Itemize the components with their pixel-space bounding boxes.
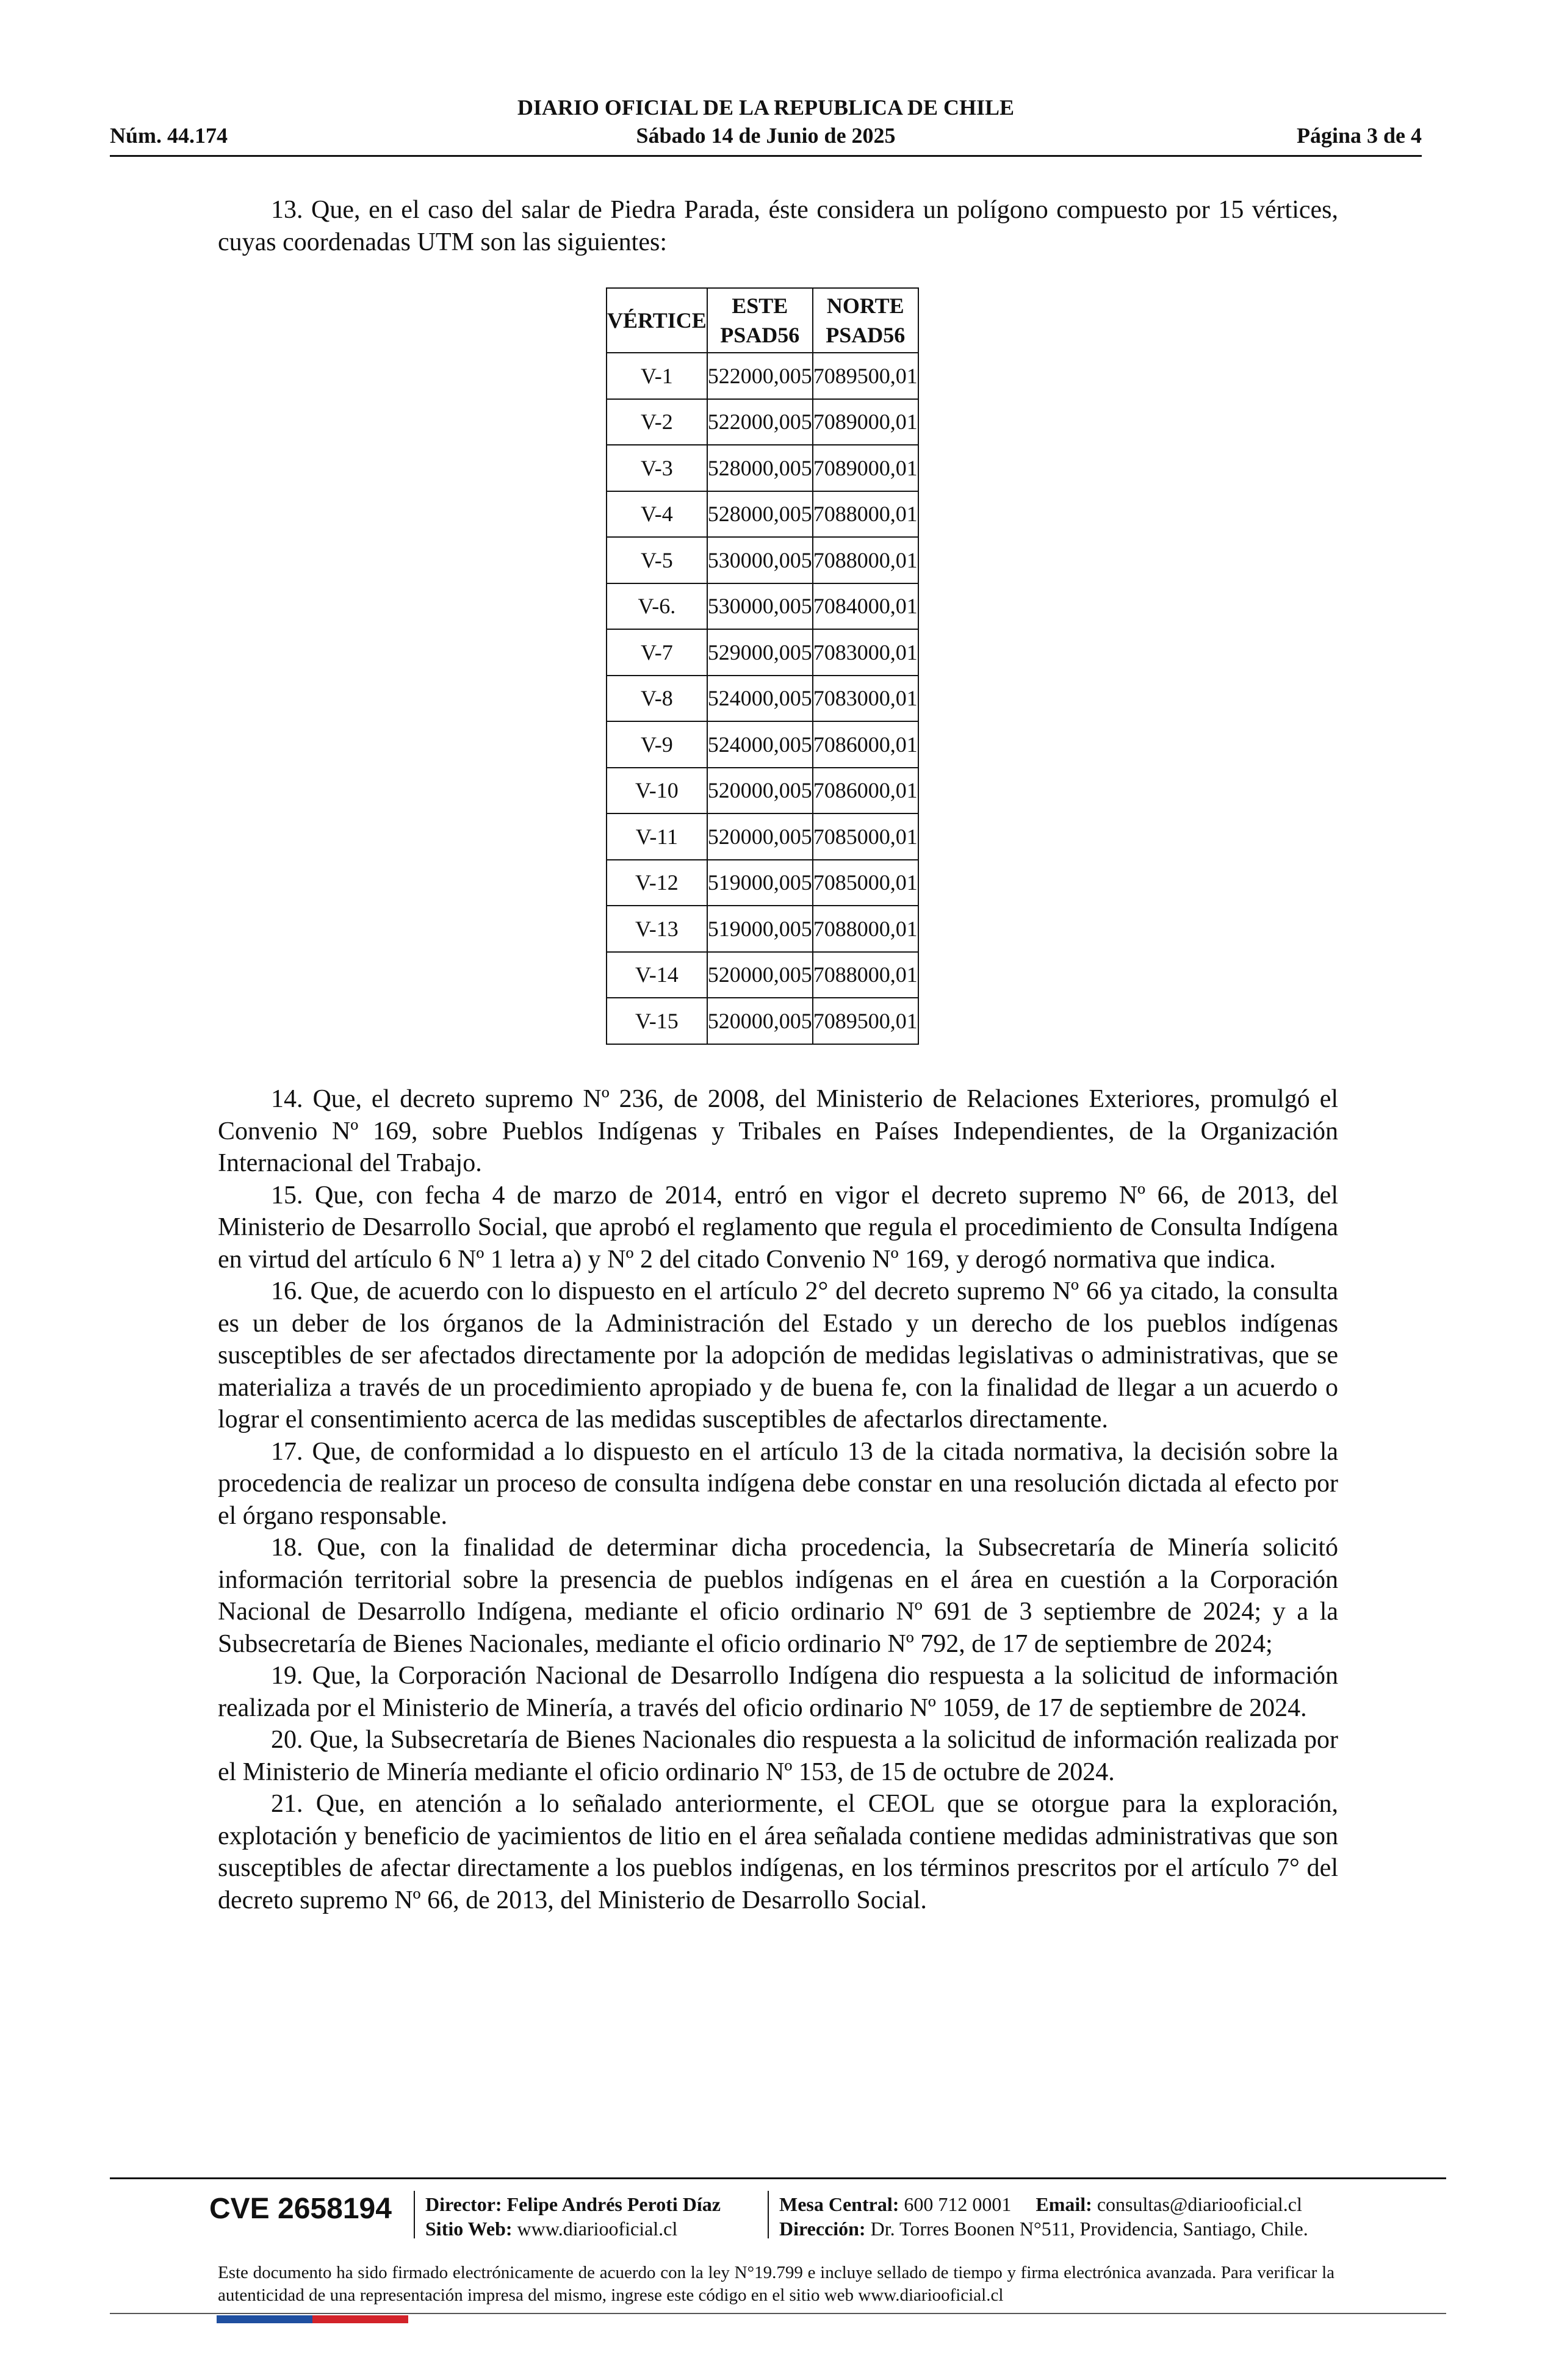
- cell-este: 524000,005: [707, 676, 813, 722]
- cell-vertice: V-4: [607, 491, 707, 538]
- cell-vertice: V-13: [607, 906, 707, 952]
- email-link[interactable]: consultas@diariooficial.cl: [1097, 2193, 1302, 2215]
- cell-vertice: V-10: [607, 768, 707, 814]
- cell-vertice: V-14: [607, 952, 707, 998]
- table-row: [607, 583, 918, 630]
- header-vertice: VÉRTICE: [607, 288, 707, 353]
- footer-contact-block: Mesa Central: 600 712 0001 Email: consultas@diariooficial.cl Dirección: Dr. Torres Boonen N°511, Providencia, Santiago, Chile.: [779, 2193, 1308, 2240]
- intro-block: [218, 194, 1338, 258]
- flag-red-segment: [312, 2315, 408, 2323]
- paragraphs-block: [218, 1083, 1338, 1916]
- cell-norte: 7088000,01: [813, 952, 918, 998]
- cell-este: 519000,005: [707, 906, 813, 952]
- cell-norte: 7083000,01: [813, 676, 918, 722]
- cell-vertice: V-7: [607, 629, 707, 676]
- paragraph-18: 18. Que, con la finalidad de determinar dicha procedencia, la Subsecretaría de Minería solicitó información territorial sobre la presencia de pueblos indígenas en el área en cuestión a la Corporación Nacional de Desarrollo Indígena, mediante el oficio ordinario Nº 691 de 3 septiembre de 2024; y a la Subsecretaría de Bienes Nacionales, mediante el oficio ordinario Nº 792, de 17 de septiembre de 2024;: [218, 1534, 1338, 1658]
- cell-este: 522000,005: [707, 399, 813, 445]
- cell-vertice: V-5: [607, 537, 707, 583]
- footer-director-block: Director: Felipe Andrés Peroti Díaz Sitio Web: www.diariooficial.cl: [425, 2193, 721, 2240]
- director-name: Felipe Andrés Peroti Díaz: [506, 2193, 721, 2215]
- cell-norte: 7085000,01: [813, 813, 918, 860]
- website-link[interactable]: www.diariooficial.cl: [517, 2218, 678, 2240]
- cell-norte: 7084000,01: [813, 583, 918, 630]
- cell-norte: 7089500,01: [813, 998, 918, 1044]
- table-header-row: [607, 288, 918, 353]
- table-row: [607, 537, 918, 583]
- paragraph-20: 20. Que, la Subsecretaría de Bienes Nacionales dio respuesta a la solicitud de información realizada por el Ministerio de Minería mediante el oficio ordinario Nº 153, de 15 de octubre de 2024.: [218, 1726, 1338, 1786]
- cell-vertice: V-8: [607, 676, 707, 722]
- flag-stripe: [217, 2315, 408, 2323]
- cell-este: 529000,005: [707, 629, 813, 676]
- table-row: [607, 629, 918, 676]
- cell-norte: 7085000,01: [813, 860, 918, 906]
- cell-este: 520000,005: [707, 813, 813, 860]
- cell-norte: 7088000,01: [813, 491, 918, 538]
- mesa-central: 600 712 0001: [904, 2193, 1012, 2215]
- table-row: [607, 860, 918, 906]
- cell-este: 522000,005: [707, 353, 813, 399]
- table-body: [607, 353, 918, 1044]
- cell-norte: 7089000,01: [813, 399, 918, 445]
- issue-number: Núm. 44.174: [110, 123, 228, 148]
- paragraph-13: 13. Que, en el caso del salar de Piedra Parada, éste considera un polígono compuesto por 15 vértices, cuyas coordenadas UTM son las siguientes:: [218, 196, 1338, 256]
- table-row: [607, 353, 918, 399]
- paragraph-15: 15. Que, con fecha 4 de marzo de 2014, entró en vigor el decreto supremo Nº 66, de 2013, del Ministerio de Desarrollo Social, que aprobó el reglamento que regula el procedimiento de Consulta Indígena en virtud del artículo 6 Nº 1 letra a) y Nº 2 del citado Convenio Nº 169, y derogó normativa que indica.: [218, 1181, 1338, 1274]
- newspaper-title: DIARIO OFICIAL DE LA REPUBLICA DE CHILE: [517, 95, 1015, 120]
- header-divider: [110, 155, 1422, 157]
- cell-norte: 7089000,01: [813, 445, 918, 491]
- issue-date: Sábado 14 de Junio de 2025: [636, 123, 896, 148]
- cell-este: 519000,005: [707, 860, 813, 906]
- cell-vertice: V-15: [607, 998, 707, 1044]
- cell-este: 520000,005: [707, 952, 813, 998]
- cell-norte: 7086000,01: [813, 768, 918, 814]
- paragraph-16: 16. Que, de acuerdo con lo dispuesto en el artículo 2° del decreto supremo Nº 66 ya citado, la consulta es un deber de los órganos de la Administración del Estado y un derecho de los pueblos indígenas susceptibles de ser afectados directamente por la adopción de medidas legislativas o administrativas, que se materializa a través de un procedimiento apropiado y de buena fe, con la finalidad de llegar a un acuerdo o lograr el consentimiento acerca de las medidas susceptibles de afectarlos directamente.: [218, 1277, 1338, 1433]
- table-row: [607, 952, 918, 998]
- cell-norte: 7089500,01: [813, 353, 918, 399]
- cell-este: 520000,005: [707, 768, 813, 814]
- flag-blue-segment: [217, 2315, 312, 2323]
- table-row: [607, 813, 918, 860]
- header-este: ESTE PSAD56: [707, 288, 813, 353]
- paragraph-19: 19. Que, la Corporación Nacional de Desarrollo Indígena dio respuesta a la solicitud de información realizada por el Ministerio de Minería, a través del oficio ordinario Nº 1059, de 17 de septiembre de 2024.: [218, 1662, 1338, 1722]
- header-norte: NORTE PSAD56: [813, 288, 918, 353]
- cell-norte: 7086000,01: [813, 721, 918, 768]
- cell-vertice: V-12: [607, 860, 707, 906]
- cell-vertice: V-9: [607, 721, 707, 768]
- paragraph-14: 14. Que, el decreto supremo Nº 236, de 2008, del Ministerio de Relaciones Exteriores, promulgó el Convenio Nº 169, sobre Pueblos Indígenas y Tribales en Países Independientes, de la Organización Internacional del Trabajo.: [218, 1085, 1338, 1177]
- cell-vertice: V-6.: [607, 583, 707, 630]
- cell-este: 524000,005: [707, 721, 813, 768]
- cell-vertice: V-1: [607, 353, 707, 399]
- cell-este: 530000,005: [707, 537, 813, 583]
- cell-norte: 7088000,01: [813, 537, 918, 583]
- cell-vertice: V-3: [607, 445, 707, 491]
- paragraph-17: 17. Que, de conformidad a lo dispuesto en el artículo 13 de la citada normativa, la decisión sobre la procedencia de realizar un proceso de consulta indígena debe constar en una resolución dictada al efecto por el órgano responsable.: [218, 1437, 1338, 1530]
- cell-norte: 7088000,01: [813, 906, 918, 952]
- table-row: [607, 768, 918, 814]
- vertices-table: [606, 287, 919, 1045]
- table-row: [607, 445, 918, 491]
- cell-este: 528000,005: [707, 491, 813, 538]
- cell-vertice: V-11: [607, 813, 707, 860]
- signature-note: Este documento ha sido firmado electrónicamente de acuerdo con la ley N°19.799 e incluye sellado de tiempo y firma electrónica avanzada. Para verificar la autenticidad de una representación impresa del mismo, ingrese este código en el sitio web www.diariooficial.cl: [218, 2263, 1334, 2305]
- cell-este: 530000,005: [707, 583, 813, 630]
- table-row: [607, 998, 918, 1044]
- cell-este: 520000,005: [707, 998, 813, 1044]
- cell-vertice: V-2: [607, 399, 707, 445]
- footer-bottom-divider: [110, 2313, 1446, 2314]
- table-row: [607, 721, 918, 768]
- page-header: [110, 95, 1422, 156]
- page-number: Página 3 de 4: [1296, 123, 1422, 148]
- cell-norte: 7083000,01: [813, 629, 918, 676]
- cve-code: CVE 2658194: [209, 2193, 392, 2225]
- table-row: [607, 491, 918, 538]
- cell-este: 528000,005: [707, 445, 813, 491]
- footer-separator: [414, 2191, 415, 2238]
- address: Dr. Torres Boonen N°511, Providencia, Santiago, Chile.: [870, 2218, 1308, 2240]
- table-row: [607, 906, 918, 952]
- paragraph-21: 21. Que, en atención a lo señalado anteriormente, el CEOL que se otorgue para la exploración, explotación y beneficio de yacimientos de litio en el área señalada contiene medidas administrativas que son susceptibles de afectar directamente a los pueblos indígenas, en los términos prescritos por el artículo 7° del decreto supremo Nº 66, de 2013, del Ministerio de Desarrollo Social.: [218, 1790, 1338, 1914]
- table-row: [607, 676, 918, 722]
- table-row: [607, 399, 918, 445]
- footer-separator: [768, 2191, 769, 2238]
- footer-divider: [110, 2177, 1446, 2179]
